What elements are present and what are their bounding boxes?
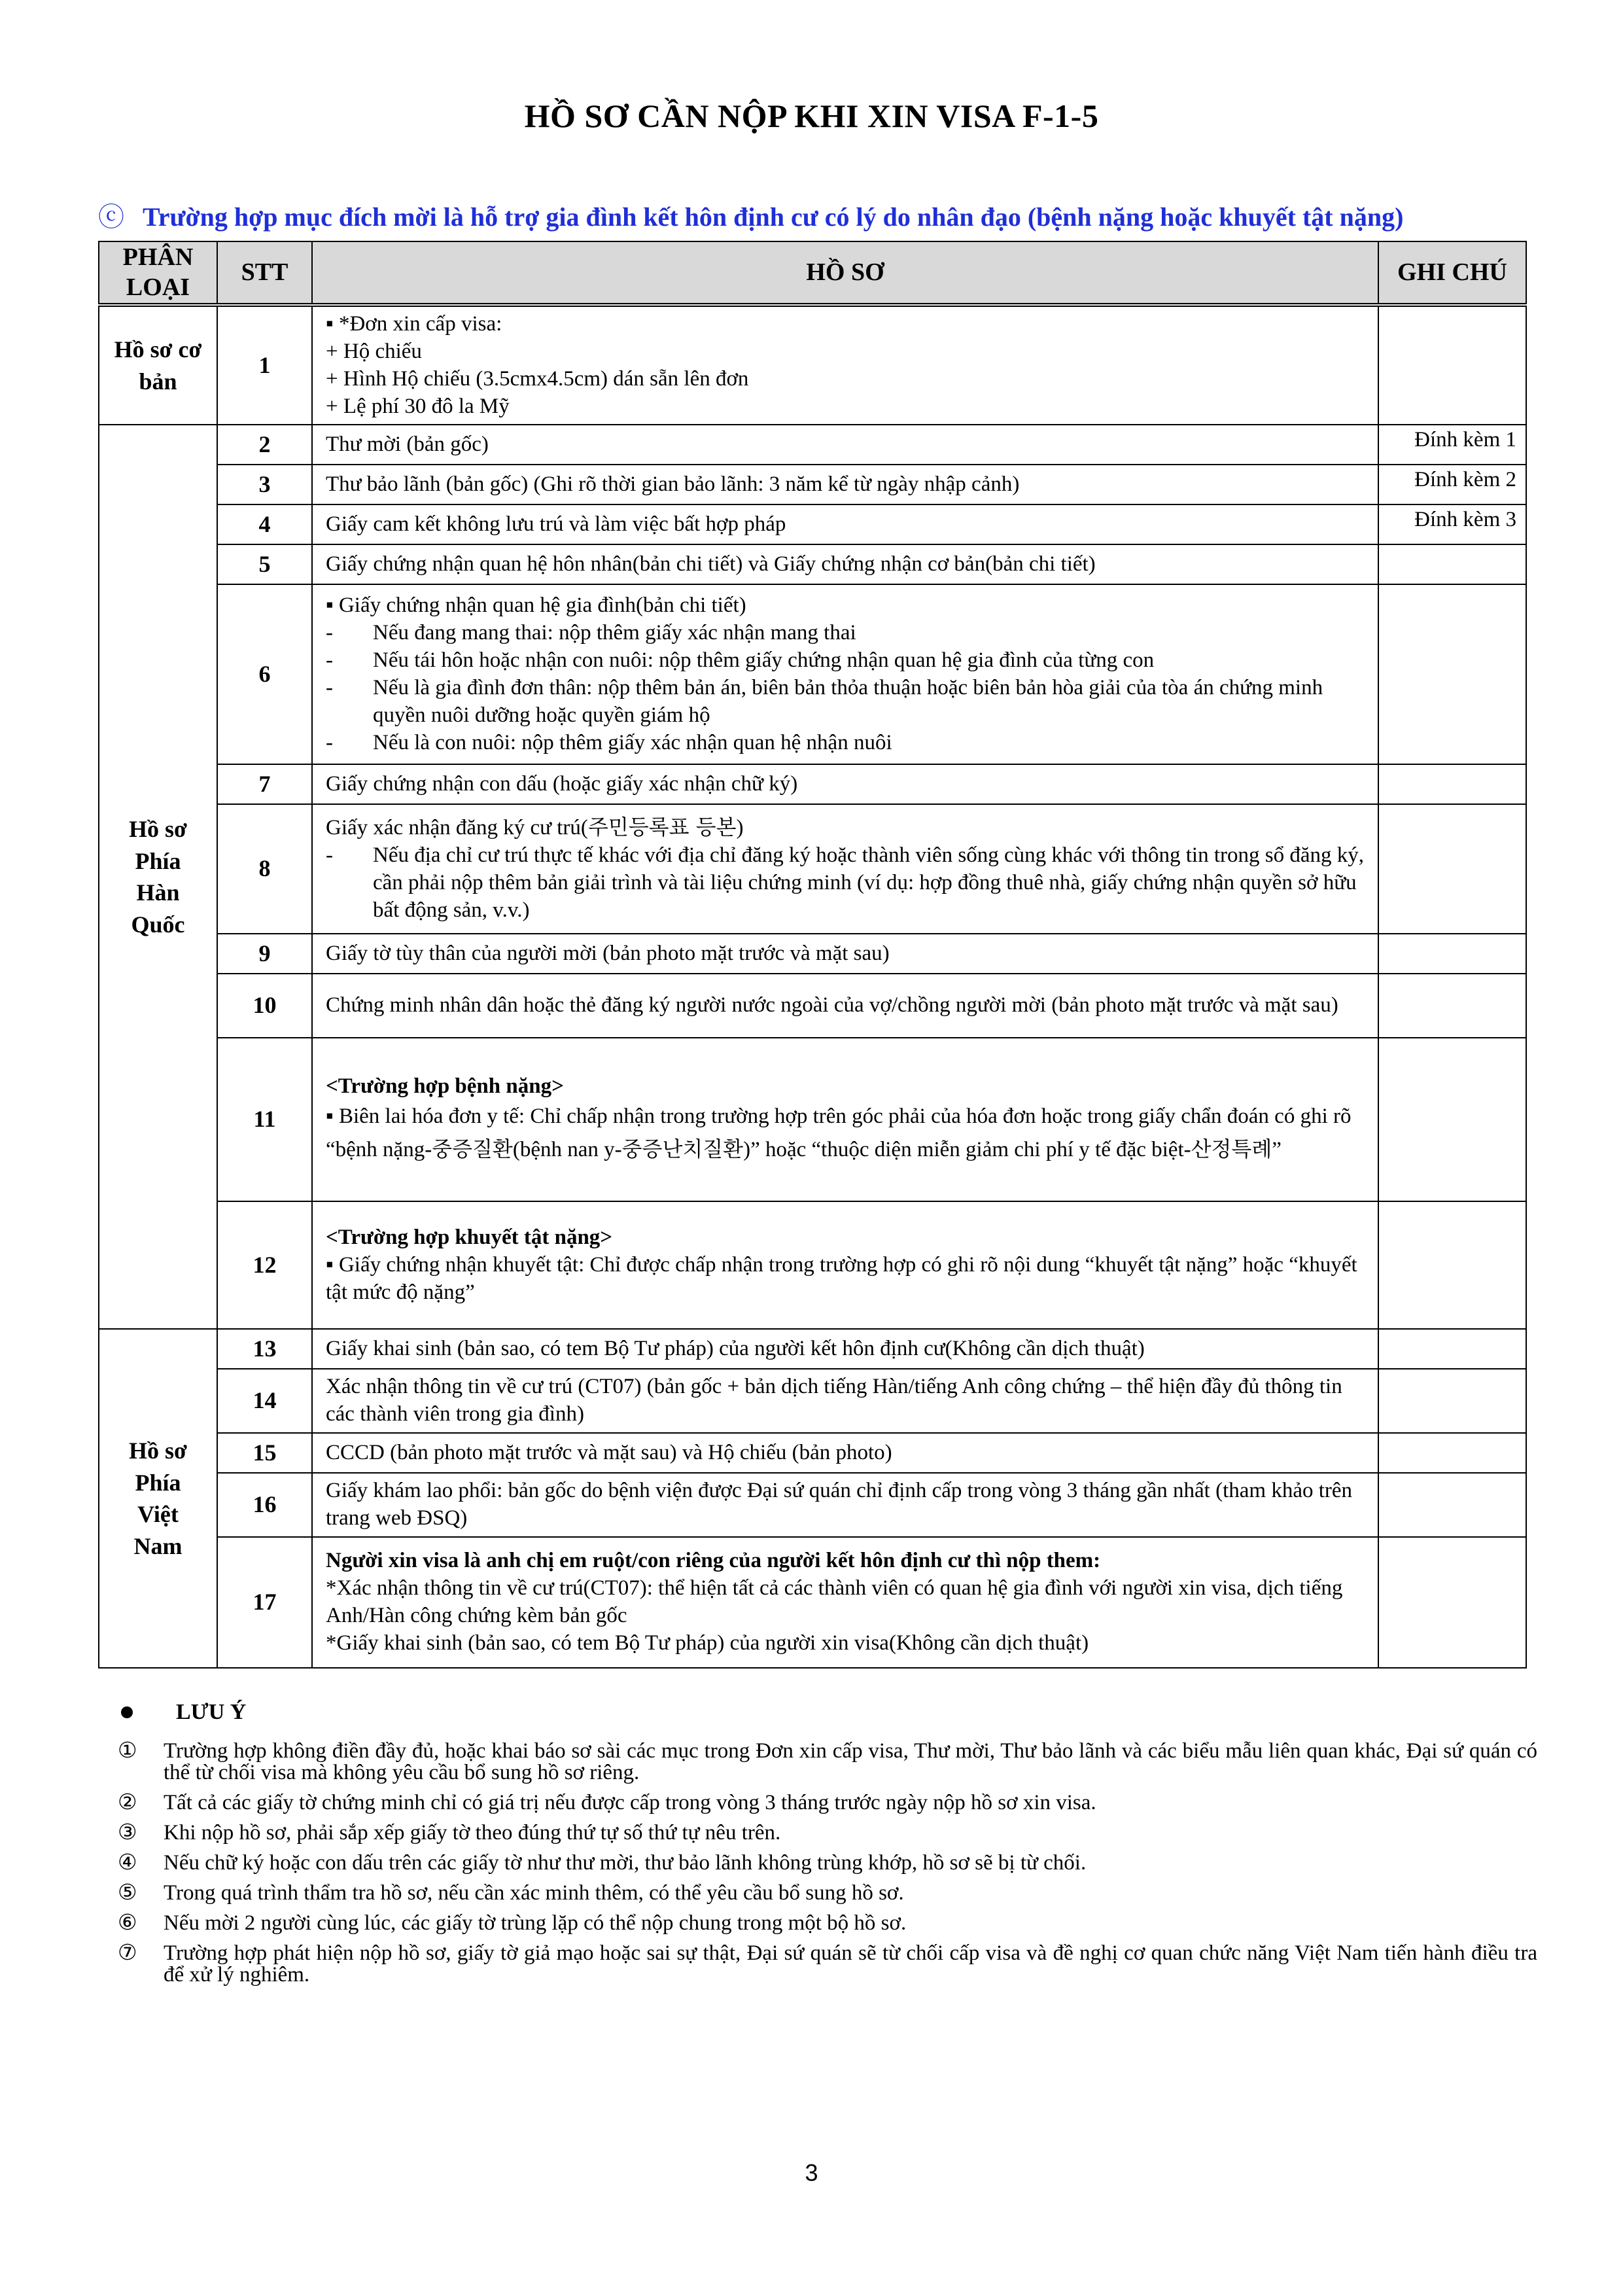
dash-marker: -: [326, 843, 333, 867]
sub-item: [326, 730, 1370, 757]
category-vietnam: [99, 1329, 217, 1668]
row-number: 13: [217, 1329, 312, 1369]
row-note: [1378, 934, 1526, 974]
table-row: [99, 305, 1526, 425]
row-number: 8: [217, 804, 312, 934]
table-row: [99, 465, 1526, 504]
row-documents: CCCD (bản photo mặt trước và mặt sau) và Hộ chiếu (bản photo): [312, 1433, 1378, 1473]
row-documents: Giấy tờ tùy thân của người mời (bản photo mặt trước và mặt sau): [312, 934, 1378, 974]
row-number: 17: [217, 1537, 312, 1668]
row-documents: [312, 1038, 1378, 1201]
note-number: ①: [118, 1739, 137, 1763]
row-documents: [312, 804, 1378, 934]
doc-line: ▪ Giấy chứng nhận khuyết tật: Chỉ được chấp nhận trong trường hợp có ghi rõ nội dung “khuyết tật nặng” hoặc “khuyết tật mức độ nặng”: [326, 1252, 1357, 1304]
header-stt: STT: [217, 241, 312, 305]
doc-line: [326, 814, 1370, 842]
note-item: [98, 1792, 1537, 1814]
header-category: PHÂN LOẠI: [99, 241, 217, 305]
row-note: Đính kèm 3: [1378, 504, 1526, 544]
sub-item-text: Nếu là gia đình đơn thân: nộp thêm bản án, biên bản thỏa thuận hoặc biên bản hòa giải của tòa án chứng minh quyền nuôi dưỡng hoặc quyền giám hộ: [373, 675, 1323, 727]
row-note: [1378, 305, 1526, 425]
doc-text: Giấy xác nhận đăng ký cư trú(: [326, 815, 588, 839]
row-number: 9: [217, 934, 312, 974]
row-documents: Chứng minh nhân dân hoặc thẻ đăng ký người nước ngoài của vợ/chồng người mời (bản photo mặt trước và mặt sau): [312, 974, 1378, 1038]
row-documents: Giấy chứng nhận con dấu (hoặc giấy xác nhận chữ ký): [312, 764, 1378, 804]
row-number: 15: [217, 1433, 312, 1473]
note-number: ⑥: [118, 1911, 137, 1935]
note-item: [98, 1822, 1537, 1844]
korean-term: 주민등록표 등본: [587, 814, 737, 839]
sub-item-text: Nếu tái hôn hoặc nhận con nuôi: nộp thêm giấy chứng nhận quan hệ gia đình của từng con: [373, 648, 1155, 672]
note-text: Tất cả các giấy tờ chứng minh chỉ có giá trị nếu được cấp trong vòng 3 tháng trước ngày nộp hồ sơ xin visa.: [164, 1791, 1096, 1814]
table-row: [99, 425, 1526, 465]
note-number: ④: [118, 1851, 137, 1875]
note-number: ⑤: [118, 1881, 137, 1905]
row-note: [1378, 1433, 1526, 1473]
row-note: Đính kèm 2: [1378, 465, 1526, 504]
row-documents: [312, 1201, 1378, 1329]
sub-item: [326, 842, 1370, 925]
doc-text: (bệnh nan y-: [512, 1137, 622, 1161]
case-heading: <Trường hợp khuyết tật nặng>: [326, 1225, 613, 1249]
note-text: Trong quá trình thẩm tra hồ sơ, nếu cần xác minh thêm, có thể yêu cầu bổ sung hồ sơ.: [164, 1881, 904, 1905]
sub-item: [326, 647, 1370, 675]
table-header-row: [99, 241, 1526, 305]
sub-item-text: Nếu là con nuôi: nộp thêm giấy xác nhận quan hệ nhận nuôi: [373, 730, 892, 754]
dash-marker: -: [326, 648, 333, 672]
row-note: [1378, 1473, 1526, 1537]
note-item: [98, 1882, 1537, 1904]
doc-line: + Hộ chiếu: [326, 339, 422, 363]
table-row: [99, 544, 1526, 584]
table-row: [99, 974, 1526, 1038]
row-number: 7: [217, 764, 312, 804]
korean-term: 산정특례: [1191, 1136, 1272, 1161]
row-documents: [312, 305, 1378, 425]
table-row: [99, 1369, 1526, 1433]
row-number: 4: [217, 504, 312, 544]
note-text: Khi nộp hồ sơ, phải sắp xếp giấy tờ theo đúng thứ tự số thứ tự nêu trên.: [164, 1821, 781, 1845]
row-number: 1: [217, 305, 312, 425]
row-note: [1378, 804, 1526, 934]
documents-table: [98, 241, 1527, 1669]
doc-line: ▪ Giấy chứng nhận quan hệ gia đình(bản chi tiết): [326, 593, 746, 617]
row-note: Đính kèm 1: [1378, 425, 1526, 465]
note-text: Trường hợp phát hiện nộp hồ sơ, giấy tờ giả mạo hoặc sai sự thật, Đại sứ quán sẽ từ chối cấp visa và đề nghị cơ quan chức năng Việt Nam tiến hành điều tra để xử lý nghiêm.: [164, 1941, 1537, 1987]
category-korea-label: Hồ sơ Phía Hàn Quốc: [129, 816, 187, 938]
note-item: [98, 1852, 1537, 1874]
row-documents: Giấy khai sinh (bản sao, có tem Bộ Tư pháp) của người kết hôn định cư(Không cần dịch thuật): [312, 1329, 1378, 1369]
row-number: 16: [217, 1473, 312, 1537]
note-text: Trường hợp không điền đầy đủ, hoặc khai báo sơ sài các mục trong Đơn xin cấp visa, Thư mời, Thư bảo lãnh và các biểu mẫu liên quan khác, Đại sứ quán có thể từ chối visa mà không yêu cầu bổ sung hồ sơ riêng.: [164, 1739, 1537, 1784]
category-basic: Hồ sơ cơ bản: [99, 305, 217, 425]
dash-marker: -: [326, 730, 333, 754]
row-note: [1378, 764, 1526, 804]
note-number: ②: [118, 1791, 137, 1814]
row-documents: Giấy cam kết không lưu trú và làm việc bất hợp pháp: [312, 504, 1378, 544]
row-number: 11: [217, 1038, 312, 1201]
page-number: 3: [805, 2159, 818, 2186]
row-note: [1378, 1537, 1526, 1668]
row-note: [1378, 1201, 1526, 1329]
row-note: [1378, 974, 1526, 1038]
sub-item-text: Nếu đang mang thai: nộp thêm giấy xác nhận mang thai: [373, 620, 856, 645]
notes-heading: [121, 1701, 1537, 1723]
row-documents: Xác nhận thông tin về cư trú (CT07) (bản gốc + bản dịch tiếng Hàn/tiếng Anh công chứng – thể hiện đầy đủ thông tin các thành viên trong gia đình): [312, 1369, 1378, 1433]
case-marker: ⓒ: [98, 202, 124, 232]
note-item: [98, 1740, 1537, 1784]
row-number: 2: [217, 425, 312, 465]
note-text: Nếu chữ ký hoặc con dấu trên các giấy tờ như thư mời, thư bảo lãnh không trùng khớp, hồ sơ sẽ bị từ chối.: [164, 1851, 1087, 1875]
table-row: [99, 1537, 1526, 1668]
doc-line: *Giấy khai sinh (bản sao, có tem Bộ Tư pháp) của người xin visa(Không cần dịch thuật): [326, 1631, 1089, 1655]
bullet-icon: [121, 1706, 133, 1718]
header-documents: HỒ SƠ: [312, 241, 1378, 305]
row-note: [1378, 1369, 1526, 1433]
row-number: 5: [217, 544, 312, 584]
row-number: 6: [217, 584, 312, 764]
row-note: [1378, 1329, 1526, 1369]
doc-line: + Hình Hộ chiếu (3.5cmx4.5cm) dán sẵn lên đơn: [326, 366, 749, 391]
row-documents: Thư bảo lãnh (bản gốc) (Ghi rõ thời gian bảo lãnh: 3 năm kể từ ngày nhập cảnh): [312, 465, 1378, 504]
case-heading: Người xin visa là anh chị em ruột/con riêng của người kết hôn định cư thì nộp them:: [326, 1549, 1101, 1573]
doc-text: )” hoặc “thuộc diện miễn giảm chi phí y tế đặc biệt-: [743, 1137, 1191, 1161]
notes-heading-text: LƯU Ý: [176, 1700, 247, 1724]
row-documents: [312, 584, 1378, 764]
row-documents: [312, 1537, 1378, 1668]
dash-marker: -: [326, 675, 333, 699]
table-row: [99, 1433, 1526, 1473]
korean-term: 중증난치질환: [621, 1136, 744, 1161]
row-number: 3: [217, 465, 312, 504]
row-number: 10: [217, 974, 312, 1038]
row-documents: Giấy khám lao phổi: bản gốc do bệnh viện được Đại sứ quán chỉ định cấp trong vòng 3 tháng gần nhất (tham khảo trên trang web ĐSQ): [312, 1473, 1378, 1537]
table-row: [99, 584, 1526, 764]
doc-line: + Lệ phí 30 đô la Mỹ: [326, 394, 510, 418]
row-documents: Giấy chứng nhận quan hệ hôn nhân(bản chi tiết) và Giấy chứng nhận cơ bản(bản chi tiết): [312, 544, 1378, 584]
row-note: [1378, 584, 1526, 764]
case-subtitle: [98, 196, 1537, 234]
korean-term: 중증질환: [432, 1136, 513, 1161]
doc-text: ”: [1272, 1137, 1282, 1161]
note-number: ⑦: [118, 1941, 137, 1965]
notes-section: [98, 1701, 1537, 1994]
row-note: [1378, 544, 1526, 584]
table-row: [99, 804, 1526, 934]
category-korea: [99, 425, 217, 1329]
table-row: [99, 764, 1526, 804]
table-row: [99, 1329, 1526, 1369]
case-subtitle-text: Trường hợp mục đích mời là hỗ trợ gia đình kết hôn định cư có lý do nhân đạo (bệnh nặng hoặc khuyết tật nặng): [143, 202, 1404, 232]
case-heading: <Trường hợp bệnh nặng>: [326, 1074, 564, 1099]
sub-item: [326, 675, 1370, 730]
doc-text: ): [736, 815, 744, 839]
table-row: [99, 1201, 1526, 1329]
sub-item-text: Nếu địa chỉ cư trú thực tế khác với địa chỉ đăng ký hoặc thành viên sống cùng khác với thông tin trong sổ đăng ký, cần phải nộp thêm bản giải trình và tài liệu chứng minh (ví dụ: hợp đồng thuê nhà, giấy chứng nhận quyền sở hữu bất động sản, v.v.): [373, 843, 1364, 922]
header-notes: GHI CHÚ: [1378, 241, 1526, 305]
note-number: ③: [118, 1821, 137, 1845]
doc-text: ▪ Biên lai hóa đơn y tế: Chỉ chấp nhận trong trường hợp trên góc phải của hóa đơn hoặc trong giấy chẩn đoán có ghi rõ “bệnh nặng-: [326, 1104, 1352, 1161]
table-row: [99, 934, 1526, 974]
table-row: [99, 1038, 1526, 1201]
row-documents: Thư mời (bản gốc): [312, 425, 1378, 465]
note-item: [98, 1913, 1537, 1934]
note-text: Nếu mời 2 người cùng lúc, các giấy tờ trùng lặp có thể nộp chung trong một bộ hồ sơ.: [164, 1911, 907, 1935]
row-number: 14: [217, 1369, 312, 1433]
page-title: HỒ SƠ CẦN NỘP KHI XIN VISA F-1-5: [524, 97, 1099, 134]
note-item: [98, 1943, 1537, 1986]
doc-line: *Xác nhận thông tin về cư trú(CT07): thể hiện tất cả các thành viên có quan hệ gia đình với người xin visa, dịch tiếng Anh/Hàn công chứng kèm bản gốc: [326, 1576, 1343, 1628]
table-row: [99, 1473, 1526, 1537]
row-note: [1378, 1038, 1526, 1201]
row-number: 12: [217, 1201, 312, 1329]
dash-marker: -: [326, 620, 333, 645]
doc-line: ▪ *Đơn xin cấp visa:: [326, 311, 502, 336]
sub-item: [326, 620, 1370, 647]
table-row: [99, 504, 1526, 544]
category-vietnam-label: Hồ sơ Phía Việt Nam: [129, 1438, 187, 1559]
